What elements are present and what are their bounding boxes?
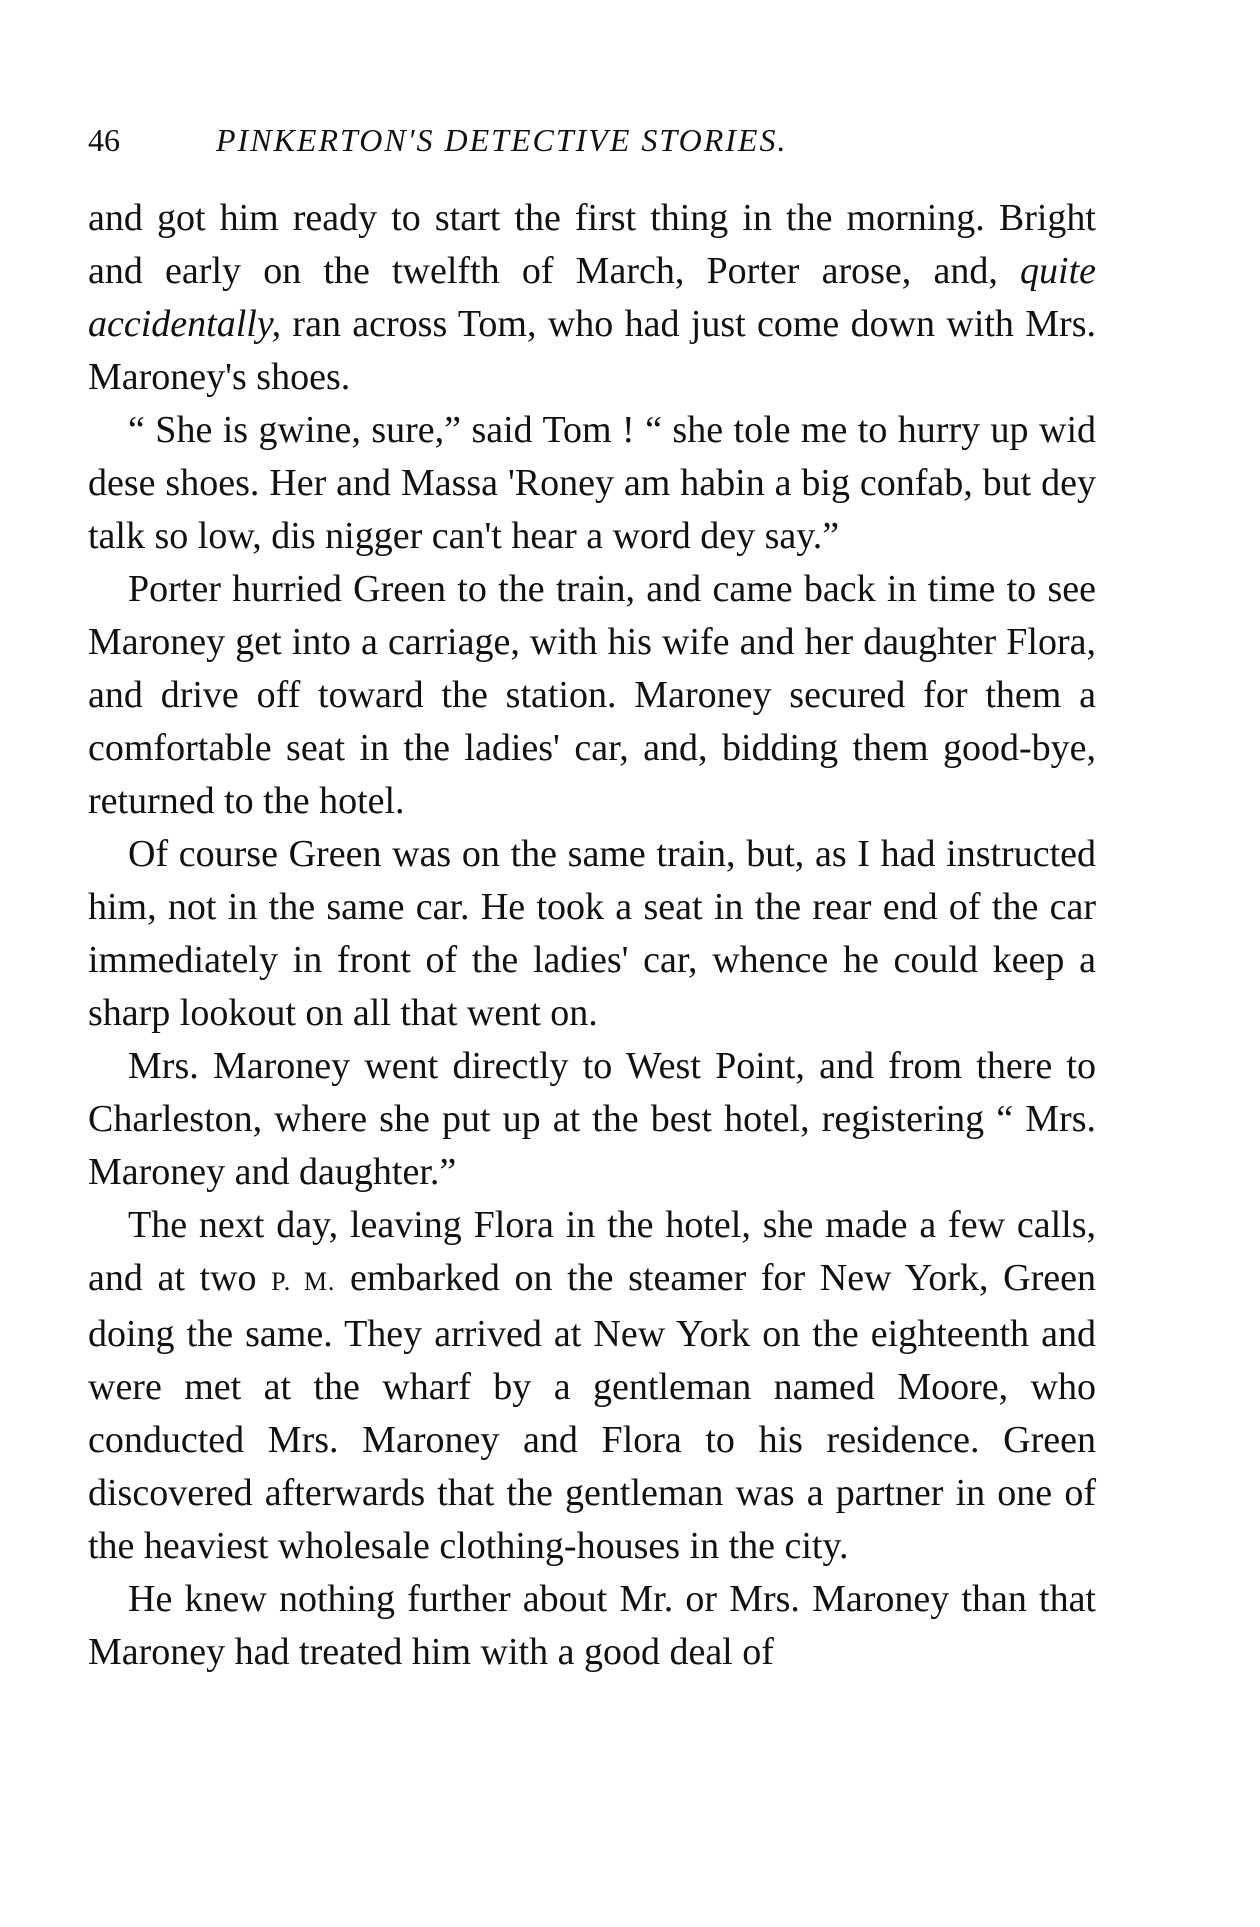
- running-title: PINKERTON'S DETECTIVE STORIES.: [216, 122, 788, 158]
- paragraph: The next day, leaving Flora in the hotel, she made a few calls, and at two P. M. embarked on the steamer for New York, Green doing the same. They arrived at New York on the eighteenth and were met at the wharf by a gentleman named Moore, who conducted Mrs. Maroney and Flora to his residence. Green discovered afterwards that the gentleman was a partner in one of the heaviest wholesale clothing-houses in the city.: [88, 1204, 1096, 1567]
- paragraph: and got him ready to start the first thing in the morning. Bright and early on the twelfth of March, Porter arose, and, quite accidentally, ran across Tom, who had just come down with Mrs. Maroney's shoes.: [88, 197, 1096, 398]
- body-text: [88, 192, 1096, 1679]
- paragraph: Of course Green was on the same train, but, as I had instructed him, not in the same car. He took a seat in the rear end of the car immediately in front of the ladies' car, whence he could keep a sharp lookout on all that went on.: [88, 833, 1096, 1034]
- page-number: 46: [88, 122, 120, 158]
- paragraph: Porter hurried Green to the train, and came back in time to see Maroney get into a carriage, with his wife and her daughter Flora, and drive off toward the station. Maroney secured for them a comfortable seat in the ladies' car, and, bidding them good-bye, returned to the hotel.: [88, 568, 1096, 822]
- paragraph: “ She is gwine, sure,” said Tom ! “ she tole me to hurry up wid dese shoes. Her and Massa 'Roney am habin a big confab, but dey talk so low, dis nigger can't hear a word dey say.”: [88, 409, 1096, 557]
- italic-phrase: quite accidentally,: [88, 250, 1096, 345]
- page-header: [88, 118, 1098, 162]
- paragraph: He knew nothing further about Mr. or Mrs. Maroney than that Maroney had treated him with a good deal of: [88, 1578, 1096, 1673]
- small-caps-time: P. M.: [271, 1267, 336, 1296]
- paragraph: Mrs. Maroney went directly to West Point, and from there to Charleston, where she put up at the best hotel, registering “ Mrs. Maroney and daughter.”: [88, 1045, 1096, 1193]
